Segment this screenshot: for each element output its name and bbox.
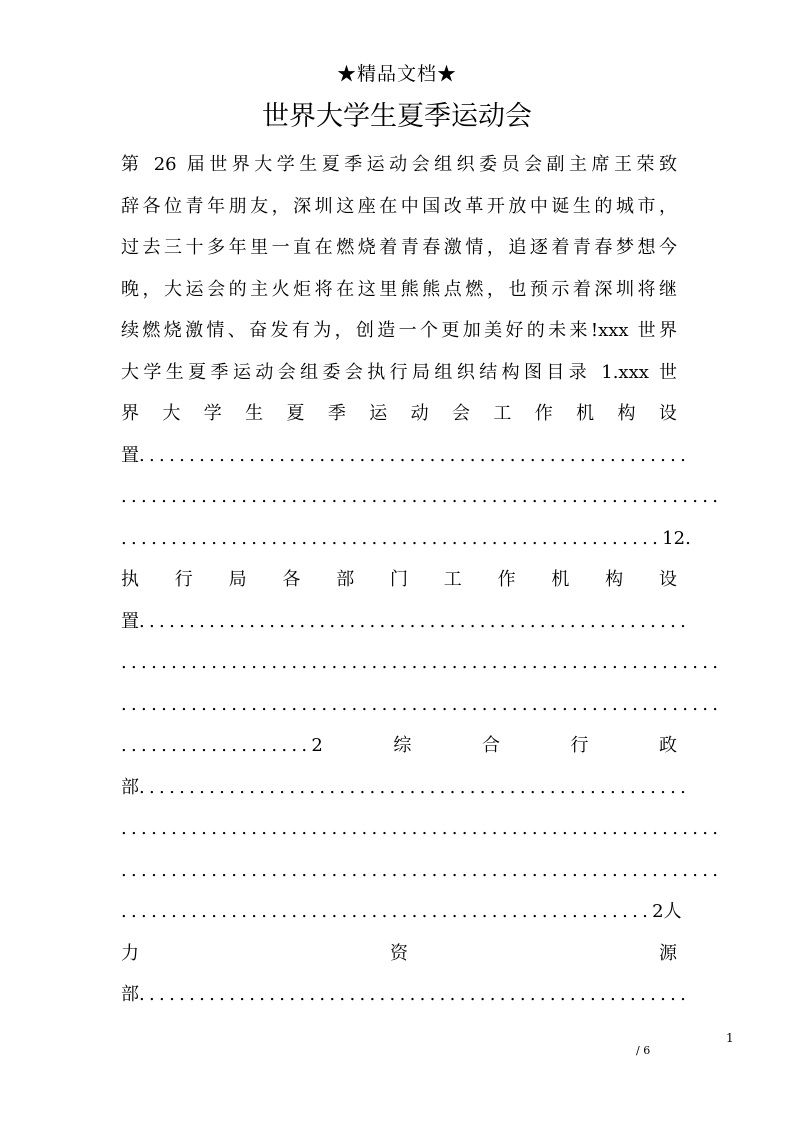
toc-item-4-tail: 部 [121, 984, 139, 1005]
document-header: ★精品文档★ [336, 63, 457, 85]
toc-leader: ............................................................ [121, 652, 723, 673]
page-title: 世界大学生夏季运动会 [262, 101, 532, 132]
toc-char: 行 [570, 735, 589, 756]
toc-item-3-page: 2 [652, 901, 664, 922]
toc-leader: ..................................................... [121, 901, 653, 922]
toc-char: 运 [369, 403, 388, 424]
paragraph-line-6: 大学生夏季运动会组委会执行局组织结构图目录 1.xxx 世 [121, 361, 677, 383]
toc-leader: ....................................................... [139, 444, 691, 466]
paragraph-line-2: 辞各位青年朋友，深圳这座在中国改革开放中诞生的城市， [121, 195, 677, 217]
toc-leader-line [121, 974, 691, 1016]
toc-leader: ....................................................... [139, 776, 691, 798]
toc-leader: ............................................................ [121, 859, 723, 881]
toc-char: 工 [443, 569, 462, 590]
toc-char: 学 [203, 403, 222, 424]
toc-item-3-tail: 部 [121, 776, 139, 798]
toc-char: 夏 [286, 403, 305, 424]
toc-char: 工 [493, 403, 512, 424]
toc-char: 各 [282, 569, 301, 590]
document-body [121, 144, 723, 1016]
toc-item-2-tail: 置 [121, 610, 139, 632]
toc-char: 局 [228, 569, 247, 590]
toc-leader-with-page: ...................2 [121, 725, 323, 767]
toc-char: 人 [663, 901, 682, 922]
toc-char: 作 [534, 403, 553, 424]
toc-leader: ...................................................... [121, 527, 663, 549]
toc-char: 作 [497, 569, 516, 590]
toc-leader-line [121, 601, 691, 643]
toc-leader: ....................................................... [139, 610, 691, 632]
toc-char: 界 [121, 403, 139, 424]
toc-leader: ....................................................... [139, 984, 691, 1005]
page-count: / 6 [636, 1044, 651, 1057]
toc-leader-line [121, 684, 723, 726]
paragraph-line-4: 晚，大运会的主火炬将在这里熊熊点燃，也预示着深圳将继 [121, 278, 677, 300]
paragraph-line-3: 过去三十多年里一直在燃烧着青春激情，追逐着青春梦想今 [121, 237, 677, 258]
toc-item-2-page: 2 [311, 735, 323, 756]
toc-char: 会 [452, 403, 470, 424]
toc-char: 机 [576, 403, 595, 424]
paragraph-line-1: 第 26 届世界大学生夏季运动会组织委员会副主席王荣致 [121, 154, 677, 175]
toc-char: 构 [617, 403, 636, 424]
toc-item-4-line [121, 933, 677, 975]
toc-char: 资 [390, 942, 408, 964]
toc-char: 力 [121, 942, 139, 964]
toc-char: 行 [174, 569, 193, 590]
toc-leader-line [121, 435, 691, 477]
toc-leader-line [121, 808, 723, 850]
toc-char: 设 [658, 403, 677, 424]
toc-char: 政 [659, 735, 677, 756]
toc-leader: ............................................................ [121, 693, 723, 715]
toc-leader-line [121, 476, 723, 518]
toc-char: 源 [659, 942, 677, 964]
toc-leader: ............................................................ [121, 818, 723, 839]
toc-item-2-line [121, 559, 677, 601]
toc-char: 构 [605, 569, 624, 590]
toc-char: 门 [389, 569, 408, 590]
toc-leader-line [121, 891, 682, 933]
toc-char: 综 [393, 735, 412, 756]
toc-leader-line [121, 518, 691, 560]
toc-char: 机 [551, 569, 570, 590]
toc-leader-line [121, 767, 691, 809]
toc-leader-line [121, 850, 723, 892]
toc-char: 生 [245, 403, 264, 424]
toc-char: 部 [336, 569, 355, 590]
toc-leader: ............................................................ [121, 486, 723, 507]
paragraph-line-5: 续燃烧激情、奋发有为，创造一个更加美好的未来!xxx 世界 [121, 320, 677, 341]
toc-char: 动 [410, 403, 429, 424]
toc-char: 执 [121, 569, 139, 590]
page-number: 1 [726, 1031, 734, 1045]
toc-char: 合 [481, 735, 500, 756]
toc-char: 季 [327, 403, 346, 424]
toc-item-1-tail: 置 [121, 444, 139, 466]
toc-item-1-page: 12. [662, 527, 691, 549]
toc-char: 设 [658, 569, 677, 590]
toc-char: 大 [162, 403, 181, 424]
toc-leader-line [121, 642, 723, 684]
toc-item-3-line [121, 725, 677, 767]
toc-item-1-line [121, 393, 677, 435]
